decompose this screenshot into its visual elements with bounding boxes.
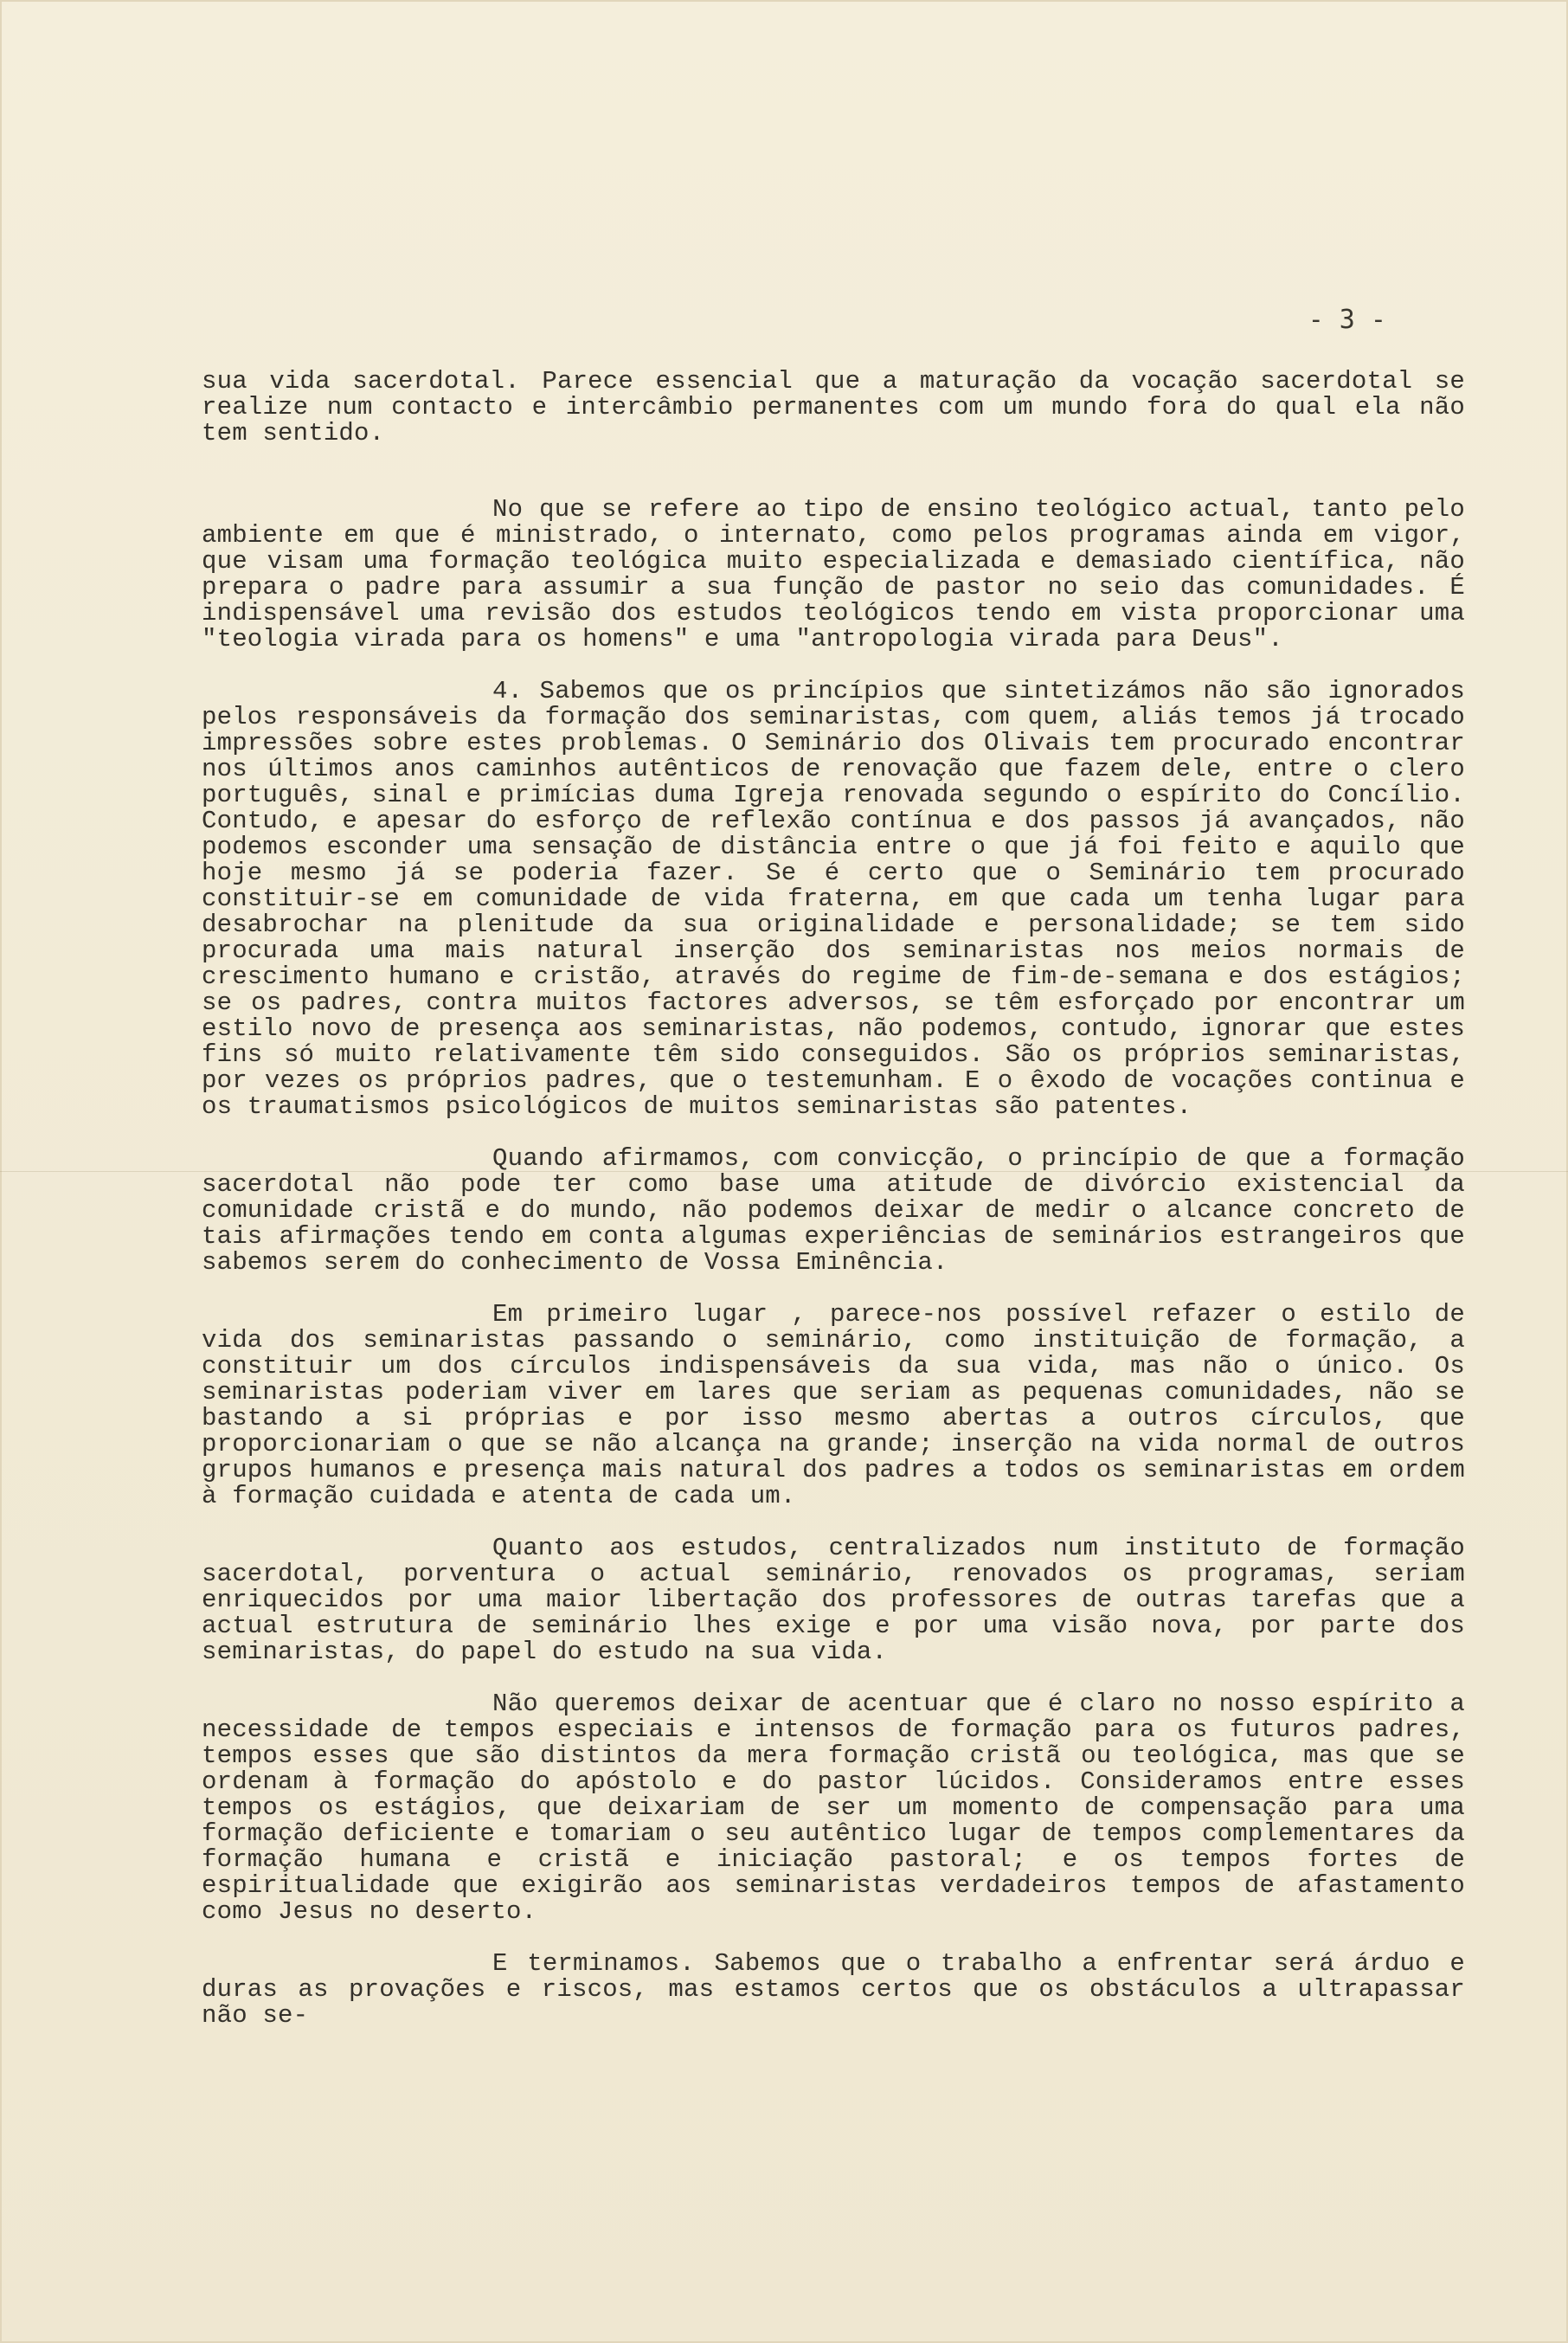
page-number: - 3 -: [1308, 305, 1386, 335]
paragraph-affirmation: Quando afirmamos, com convicção, o princípio de que a formação sacerdotal não pode ter como base uma atitude de divórcio existencial da comunidade cristã e do mundo, não podemos deixar de medir o alcance concreto de tais afirmações tendo em conta algumas experiências de seminários estrangeiros que sabemos serem do conhecimento de Vossa Eminência.: [202, 1144, 1465, 1277]
letter-body: [202, 369, 1465, 2055]
paragraph-closing: E terminamos. Sabemos que o trabalho a enfrentar será árduo e duras as provações e riscos, mas estamos certos que os obstáculos a ultrapassar não se-: [202, 1949, 1465, 2030]
paragraph-point-4: 4. Sabemos que os princípios que sintetizámos não são ignorados pelos responsáveis da formação dos seminaristas, com quem, aliás temos já trocado impressões sobre estes problemas. O Seminário dos Olivais tem procurado encontrar nos últimos anos caminhos autênticos de renovação que fazem dele, entre o clero português, sinal e primícias duma Igreja renovada segundo o espírito do Concílio. Contudo, e apesar do esforço de reflexão contínua e dos passos já avançados, não podemos esconder uma sensação de distância entre o que já foi feito e aquilo que hoje mesmo já se poderia fazer. Se é certo que o Seminário tem procurado constituir-se em comunidade de vida fraterna, em que cada um tenha lugar para desabrochar na plenitude da sua originalidade e personalidade; se tem sido procurada uma mais natural inserção dos seminaristas nos meios normais de crescimento humano e cristão, através do regime de fim-de-semana e dos estágios; se os padres, contra muitos factores adversos, se têm esforçado por encontrar um estilo novo de presença aos seminaristas, não podemos, contudo, ignorar que estes fins só muito relativamente têm sido conseguidos. São os próprios seminaristas, por vezes os próprios padres, que o testemunham. E o êxodo de vocações continua e os traumatismos psicológicos de muitos seminaristas são patentes.: [202, 677, 1465, 1121]
paragraph-first-place: Em primeiro lugar , parece-nos possível refazer o estilo de vida dos seminaristas passando o seminário, como instituição de formação, a constituir um dos círculos indispensáveis da sua vida, mas não o único. Os seminaristas poderiam viver em lares que seriam as pequenas comunidades, não se bastando a si próprias e por isso mesmo abertas a outros círculos, que proporcionariam o que se não alcança na grande; inserção na vida normal de outros grupos humanos e presença mais natural dos padres a todos os seminaristas em ordem à formação cuidada e atenta de cada um.: [202, 1300, 1465, 1510]
paragraph-special-times: Não queremos deixar de acentuar que é claro no nosso espírito a necessidade de tempos especiais e intensos de formação para os futuros padres, tempos esses que são distintos da mera formação cristã ou teológica, mas que se ordenam à formação do apóstolo e do pastor lúcidos. Consideramos entre esses tempos os estágios, que deixariam de ser um momento de compensação para uma formação deficiente e tomariam o seu autêntico lugar de tempos complementares da formação humana e cristã e iniciação pastoral; e os tempos fortes de espiritualidade que exigirão aos seminaristas verdadeiros tempos de afastamento como Jesus no deserto.: [202, 1690, 1465, 1926]
paragraph-theological-teaching: No que se refere ao tipo de ensino teológico actual, tanto pelo ambiente em que é ministrado, o internato, como pelos programas ainda em vigor, que visam uma formação teológica muito especializada e demasiado científica, não prepara o padre para assumir a sua função de pastor no seio das comunidades. É indispensável uma revisão dos estudos teológicos tendo em vista proporcionar uma "teologia virada para os homens" e uma "antropologia virada para Deus".: [202, 495, 1465, 653]
paragraph-continuation: sua vida sacerdotal. Parece essencial que a maturação da vocação sacerdotal se realize num contacto e intercâmbio permanentes com um mundo fora do qual ela não tem sentido.: [202, 367, 1465, 447]
paragraph-studies: Quanto aos estudos, centralizados num instituto de formação sacerdotal, porventura o actual seminário, renovados os programas, seriam enriquecidos por uma maior libertação dos professores de outras tarefas que a actual estrutura de seminário lhes exige e por uma visão nova, por parte dos seminaristas, do papel do estudo na sua vida.: [202, 1534, 1465, 1666]
